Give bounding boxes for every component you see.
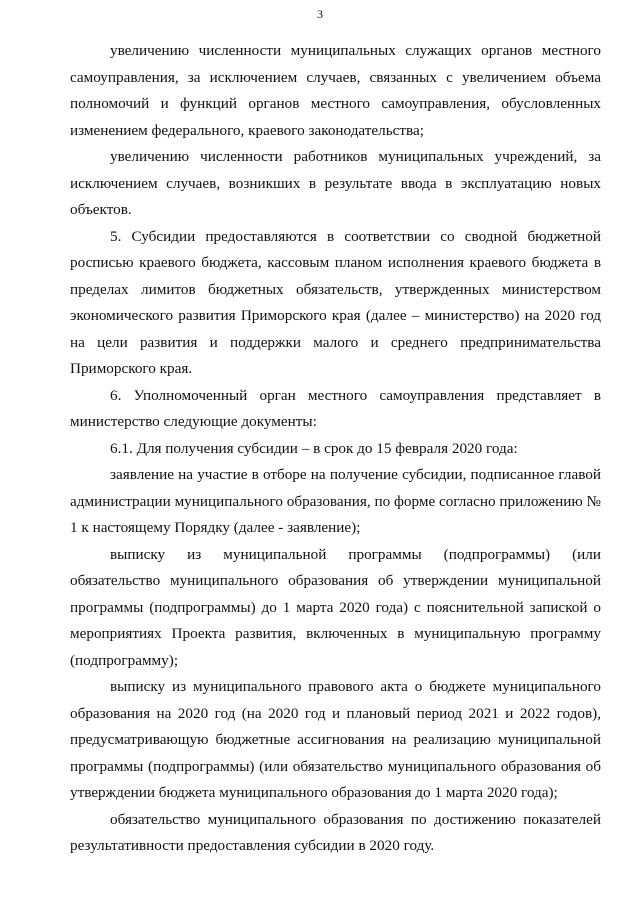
paragraph-application: заявление на участие в отборе на получение субсидии, подписанное главой администрации муниципального образования, по форме согласно приложению № 1 к настоящему Порядку (далее - заявление); [70, 466, 601, 536]
document-body [70, 38, 601, 860]
paragraph-program-extract: выписку из муниципальной программы (подпрограммы) (или обязательство муниципального образования об утверждении муниципальной программы (подпрограммы) до 1 марта 2020 года) с пояснительной запиской о мероприятиях Проекта развития, включенных в муниципальную программу (подпрограмму); [70, 545, 601, 669]
paragraph-obligation: обязательство муниципального образования по достижению показателей результативности предоставления субсидии в 2020 году. [70, 810, 601, 854]
paragraph-clause-6-1: 6.1. Для получения субсидии – в срок до 15 февраля 2020 года: [110, 439, 518, 457]
paragraph-institution-staff: увеличению численности работников муниципальных учреждений, за исключением случаев, возникших в результате ввода в эксплуатацию новых объектов. [70, 148, 601, 218]
page-number: 3 [317, 7, 323, 21]
paragraph-clause-6: 6. Уполномоченный орган местного самоуправления представляет в министерство следующие документы: [70, 386, 601, 430]
paragraph-clause-5: 5. Субсидии предоставляются в соответствии со сводной бюджетной росписью краевого бюджета, кассовым планом исполнения краевого бюджета в пределах лимитов бюджетных обязательств, утвержденных министерством экономического развития Приморского края (далее – министерство) на 2020 год на цели развития и поддержки малого и среднего предпринимательства Приморского края. [70, 227, 601, 377]
paragraph-budget-extract: выписку из муниципального правового акта о бюджете муниципального образования на 2020 год (на 2020 год и плановый период 2021 и 2022 годов), предусматривающую бюджетные ассигнования на реализацию муниципальной программы (подпрограммы) (или обязательство муниципального образования об утверждении бюджета муниципального образования до 1 марта 2020 года); [70, 678, 601, 801]
paragraph-staff-increase: увеличению численности муниципальных служащих органов местного самоуправления, за исключением случаев, связанных с увеличением объема полномочий и функций органов местного самоуправления, обусловленных изменением федерального, краевого законодательства; [70, 42, 601, 139]
